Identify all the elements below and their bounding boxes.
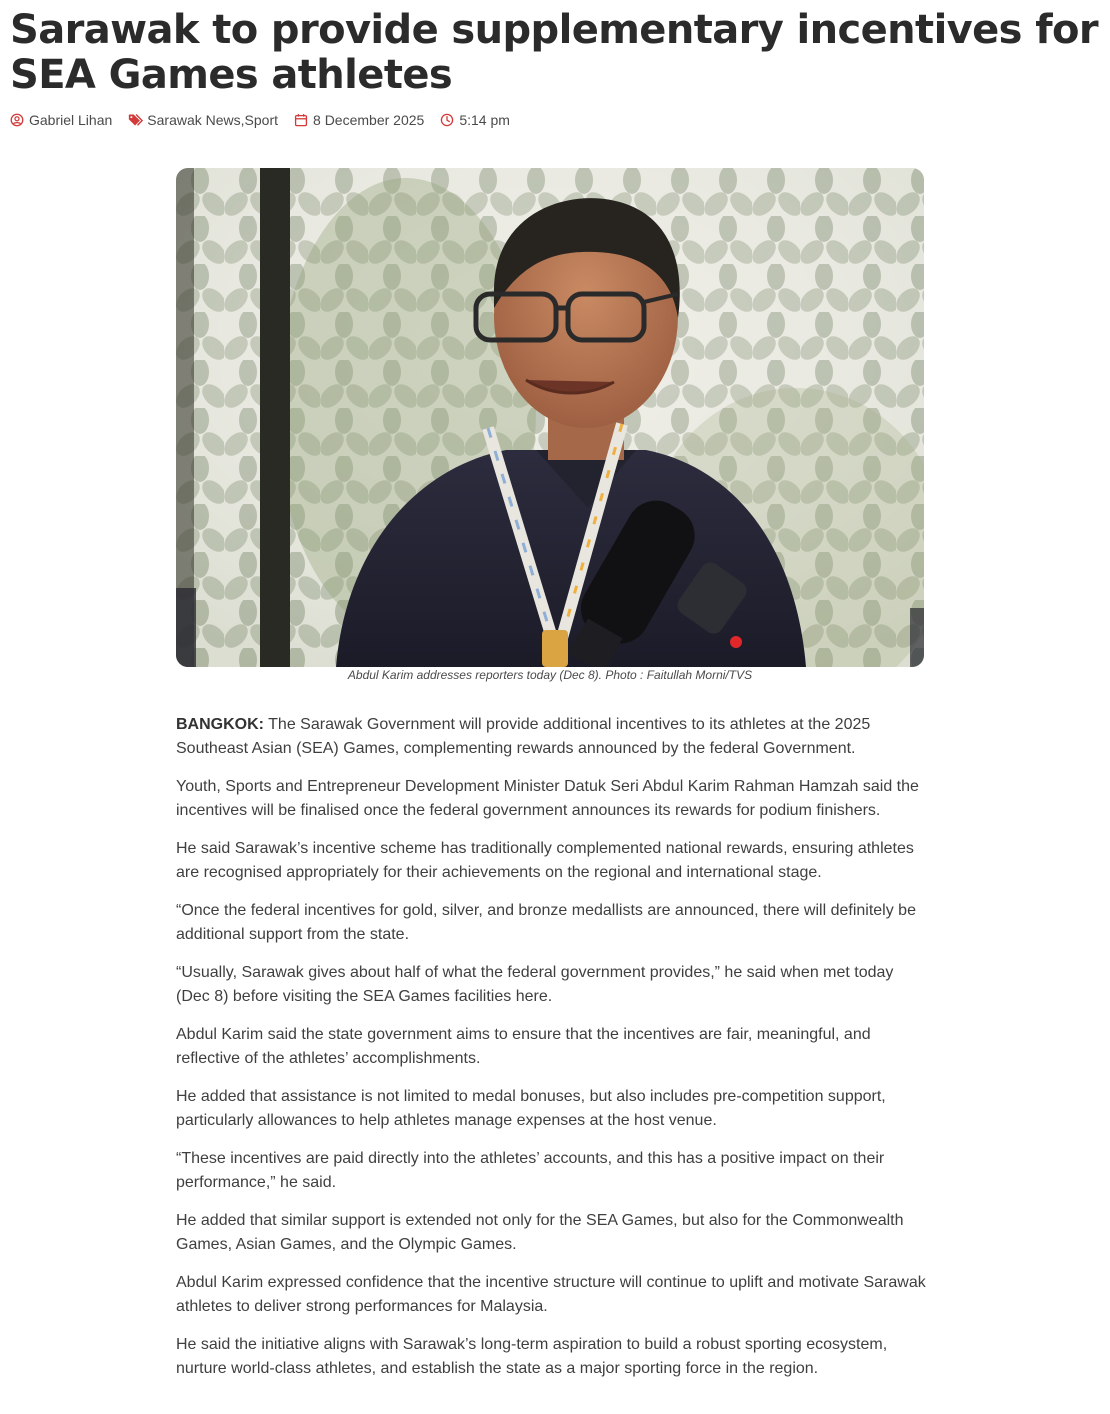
featured-photo (176, 168, 924, 667)
category-separator: , (240, 112, 245, 128)
photo-illustration (176, 168, 924, 667)
lead-paragraph (176, 713, 926, 761)
time-text: 5:14 pm (459, 112, 510, 128)
post-meta (10, 110, 510, 130)
author-link[interactable]: Gabriel Lihan (29, 112, 113, 128)
clock-icon (440, 113, 454, 127)
body-paragraph: “These incentives are paid directly into the athletes’ accounts, and this has a positive impact on their performance,” he said. (176, 1150, 885, 1191)
body-paragraph: He said Sarawak’s incentive scheme has traditionally complemented national rewards, ensuring athletes are recognised appropriately for their achievements on the regional and international stage. (176, 840, 914, 881)
body-paragraph: He added that assistance is not limited to medal bonuses, but also includes pre-competition support, particularly allowances to help athletes manage expenses at the host venue. (176, 1088, 886, 1129)
photo-caption: Abdul Karim addresses reporters today (Dec 8). Photo : Faitullah Morni/TVS (347, 668, 753, 682)
time-meta (440, 112, 510, 128)
categories-meta (128, 112, 278, 128)
category-link-sport[interactable]: Sport (244, 112, 279, 128)
body-paragraph: “Usually, Sarawak gives about half of what the federal government provides,” he said when met today (Dec 8) before visiting the SEA Games facilities here. (176, 964, 894, 1005)
dateline: BANGKOK: (176, 716, 264, 733)
category-link-sarawak-news[interactable]: Sarawak News (147, 112, 241, 128)
article-headline: Sarawak to provide supplementary incentives for SEA Games athletes (10, 7, 1099, 98)
lead-text: The Sarawak Government will provide additional incentives to its athletes at the 2025 Southeast Asian (SEA) Games, complementing rewards announced by the federal Government. (176, 716, 871, 757)
author-meta (10, 112, 112, 128)
user-circle-icon (10, 113, 24, 127)
date-link[interactable]: 8 December 2025 (313, 112, 425, 128)
calendar-icon (294, 113, 308, 127)
body-paragraph: Youth, Sports and Entrepreneur Development Minister Datuk Seri Abdul Karim Rahman Hamzah said the incentives will be finalised once the federal government announces its rewards for podium finishers. (176, 778, 919, 819)
date-meta (294, 112, 424, 128)
article-body (176, 713, 926, 1395)
body-paragraph: He added that similar support is extended not only for the SEA Games, but also for the Commonwealth Games, Asian Games, and the Olympic Games. (176, 1212, 904, 1253)
body-paragraph: Abdul Karim expressed confidence that the incentive structure will continue to uplift and motivate Sarawak athletes to deliver strong performances for Malaysia. (176, 1274, 926, 1315)
body-paragraph: “Once the federal incentives for gold, silver, and bronze medallists are announced, there will definitely be additional support from the state. (176, 902, 916, 943)
body-paragraph: He said the initiative aligns with Sarawak’s long-term aspiration to build a robust sporting ecosystem, nurture world-class athletes, and establish the state as a major sporting force in the region. (176, 1336, 888, 1377)
body-paragraph: Abdul Karim said the state government aims to ensure that the incentives are fair, meaningful, and reflective of the athletes’ accomplishments. (176, 1026, 871, 1067)
tags-icon (128, 113, 145, 127)
